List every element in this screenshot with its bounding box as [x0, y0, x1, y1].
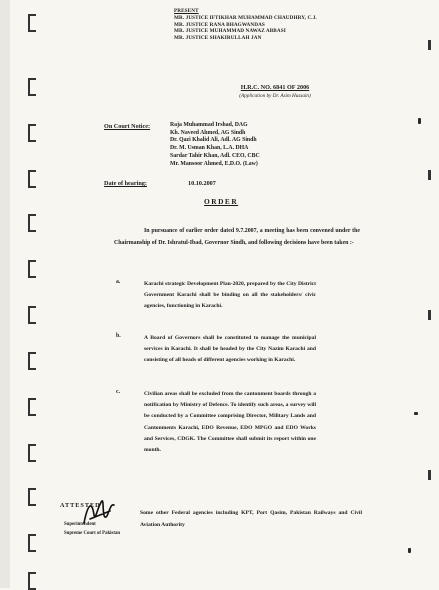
attested-stamp: ATTESTED — [60, 502, 101, 509]
stamp-line: Supreme Court of Pakistan — [64, 531, 121, 536]
scan-speck — [418, 118, 421, 124]
bench-member: MR. JUSTICE RANA BHAGWANDAS — [174, 21, 265, 28]
binder-mark — [28, 124, 36, 142]
binder-mark — [28, 170, 36, 188]
notice-list — [170, 122, 260, 168]
binder-mark — [28, 488, 36, 506]
case-number: H.R.C. NO. 6841 OF 2006 — [240, 84, 310, 91]
binder-mark — [28, 534, 36, 552]
notice-person: Kh. Naveed Ahmed, AG Sindh — [170, 129, 246, 136]
binder-mark — [28, 398, 36, 416]
scan-speck — [428, 40, 431, 50]
binder-mark — [28, 572, 36, 590]
bench-heading: PRESENT — [174, 8, 199, 14]
scan-speck — [414, 412, 418, 415]
binder-mark — [28, 306, 36, 324]
scan-speck — [408, 548, 411, 553]
notice-person: Raja Muhammad Irshad, DAG — [170, 122, 248, 128]
decision-text: A Board of Governors shall be constituted to manage the municipal services in Karachi. It shall be headed by the City Nazim Karachi and consisting of all heads of different agencies working in Karachi. — [144, 335, 316, 364]
bench-member: MR. JUSTICE MUHAMMAD NAWAZ ABBASI — [174, 28, 286, 35]
binder-mark — [28, 14, 36, 32]
order-title: ORDER — [204, 197, 239, 206]
decision-marker: b. — [116, 333, 121, 339]
bench-member: MR. JUSTICE SHAKIRULLAH JAN — [174, 35, 262, 42]
binder-mark — [28, 214, 36, 232]
hearing-date: 10.10.2007 — [188, 180, 216, 187]
case-subtitle: (Application by Dr. Asim Hussain) — [239, 93, 311, 99]
notice-label: On Court Notice: — [104, 123, 151, 130]
notice-person: Dr. M. Usman Khan, L.A. DHA — [170, 145, 249, 152]
decision-marker: a. — [116, 279, 121, 285]
scan-speck — [428, 310, 431, 320]
bench-member: MR. JUSTICE IFTIKHAR MUHAMMAD CHAUDHRY, C.J. — [174, 14, 317, 21]
signature-mark — [80, 493, 120, 533]
binder-mark — [28, 78, 36, 96]
decision-text: Karachi strategic Development Plan-2020, prepared by the City District Government Karachi shall be binding on all the stakeholders/ civic agencies, functioning in Karachi. — [144, 281, 316, 310]
decision-marker: c. — [116, 389, 121, 395]
notice-person: Dr. Qazi Khalid Ali, Adl. AG Sindh — [170, 137, 257, 144]
intro-paragraph: In pursuance of earlier order dated 9.7.2007, a meeting has been convened under the Chairmanship of Dr. Ishratul-Ibad, Governor Sindh, and following decisions have been taken :- — [114, 228, 360, 247]
closing-paragraph: Some other Federal agencies including KPT, Port Qasim, Pakistan Railways and Civil Aviation Authority — [140, 510, 362, 528]
decision-text: Civilian areas shall be excluded from the cantonment boards through a notification by Ministry of Defence. To identify such areas, a survey will be conducted by a Committee comprising Director, Military Lands and Cantonments Karachi, EDO Revenue, EDO MPGO and EDO Works and Services, CDGK. The Committee shall submit its report within one month. — [144, 391, 316, 454]
notice-person: Sardar Tahir Khan, Adl. CEO, CBC — [170, 152, 260, 159]
scan-speck — [428, 170, 431, 180]
scan-margin — [0, 0, 10, 588]
bench-block — [174, 8, 317, 42]
binder-mark — [28, 260, 36, 278]
hearing-label: Date of hearing: — [104, 180, 147, 187]
stamp-line: Superintendent — [64, 522, 96, 527]
binder-mark — [28, 352, 36, 370]
binder-mark — [28, 444, 36, 462]
notice-person: Mr. Mansoor Ahmed, E.D.O. (Law) — [170, 160, 258, 167]
scan-speck — [428, 470, 431, 480]
